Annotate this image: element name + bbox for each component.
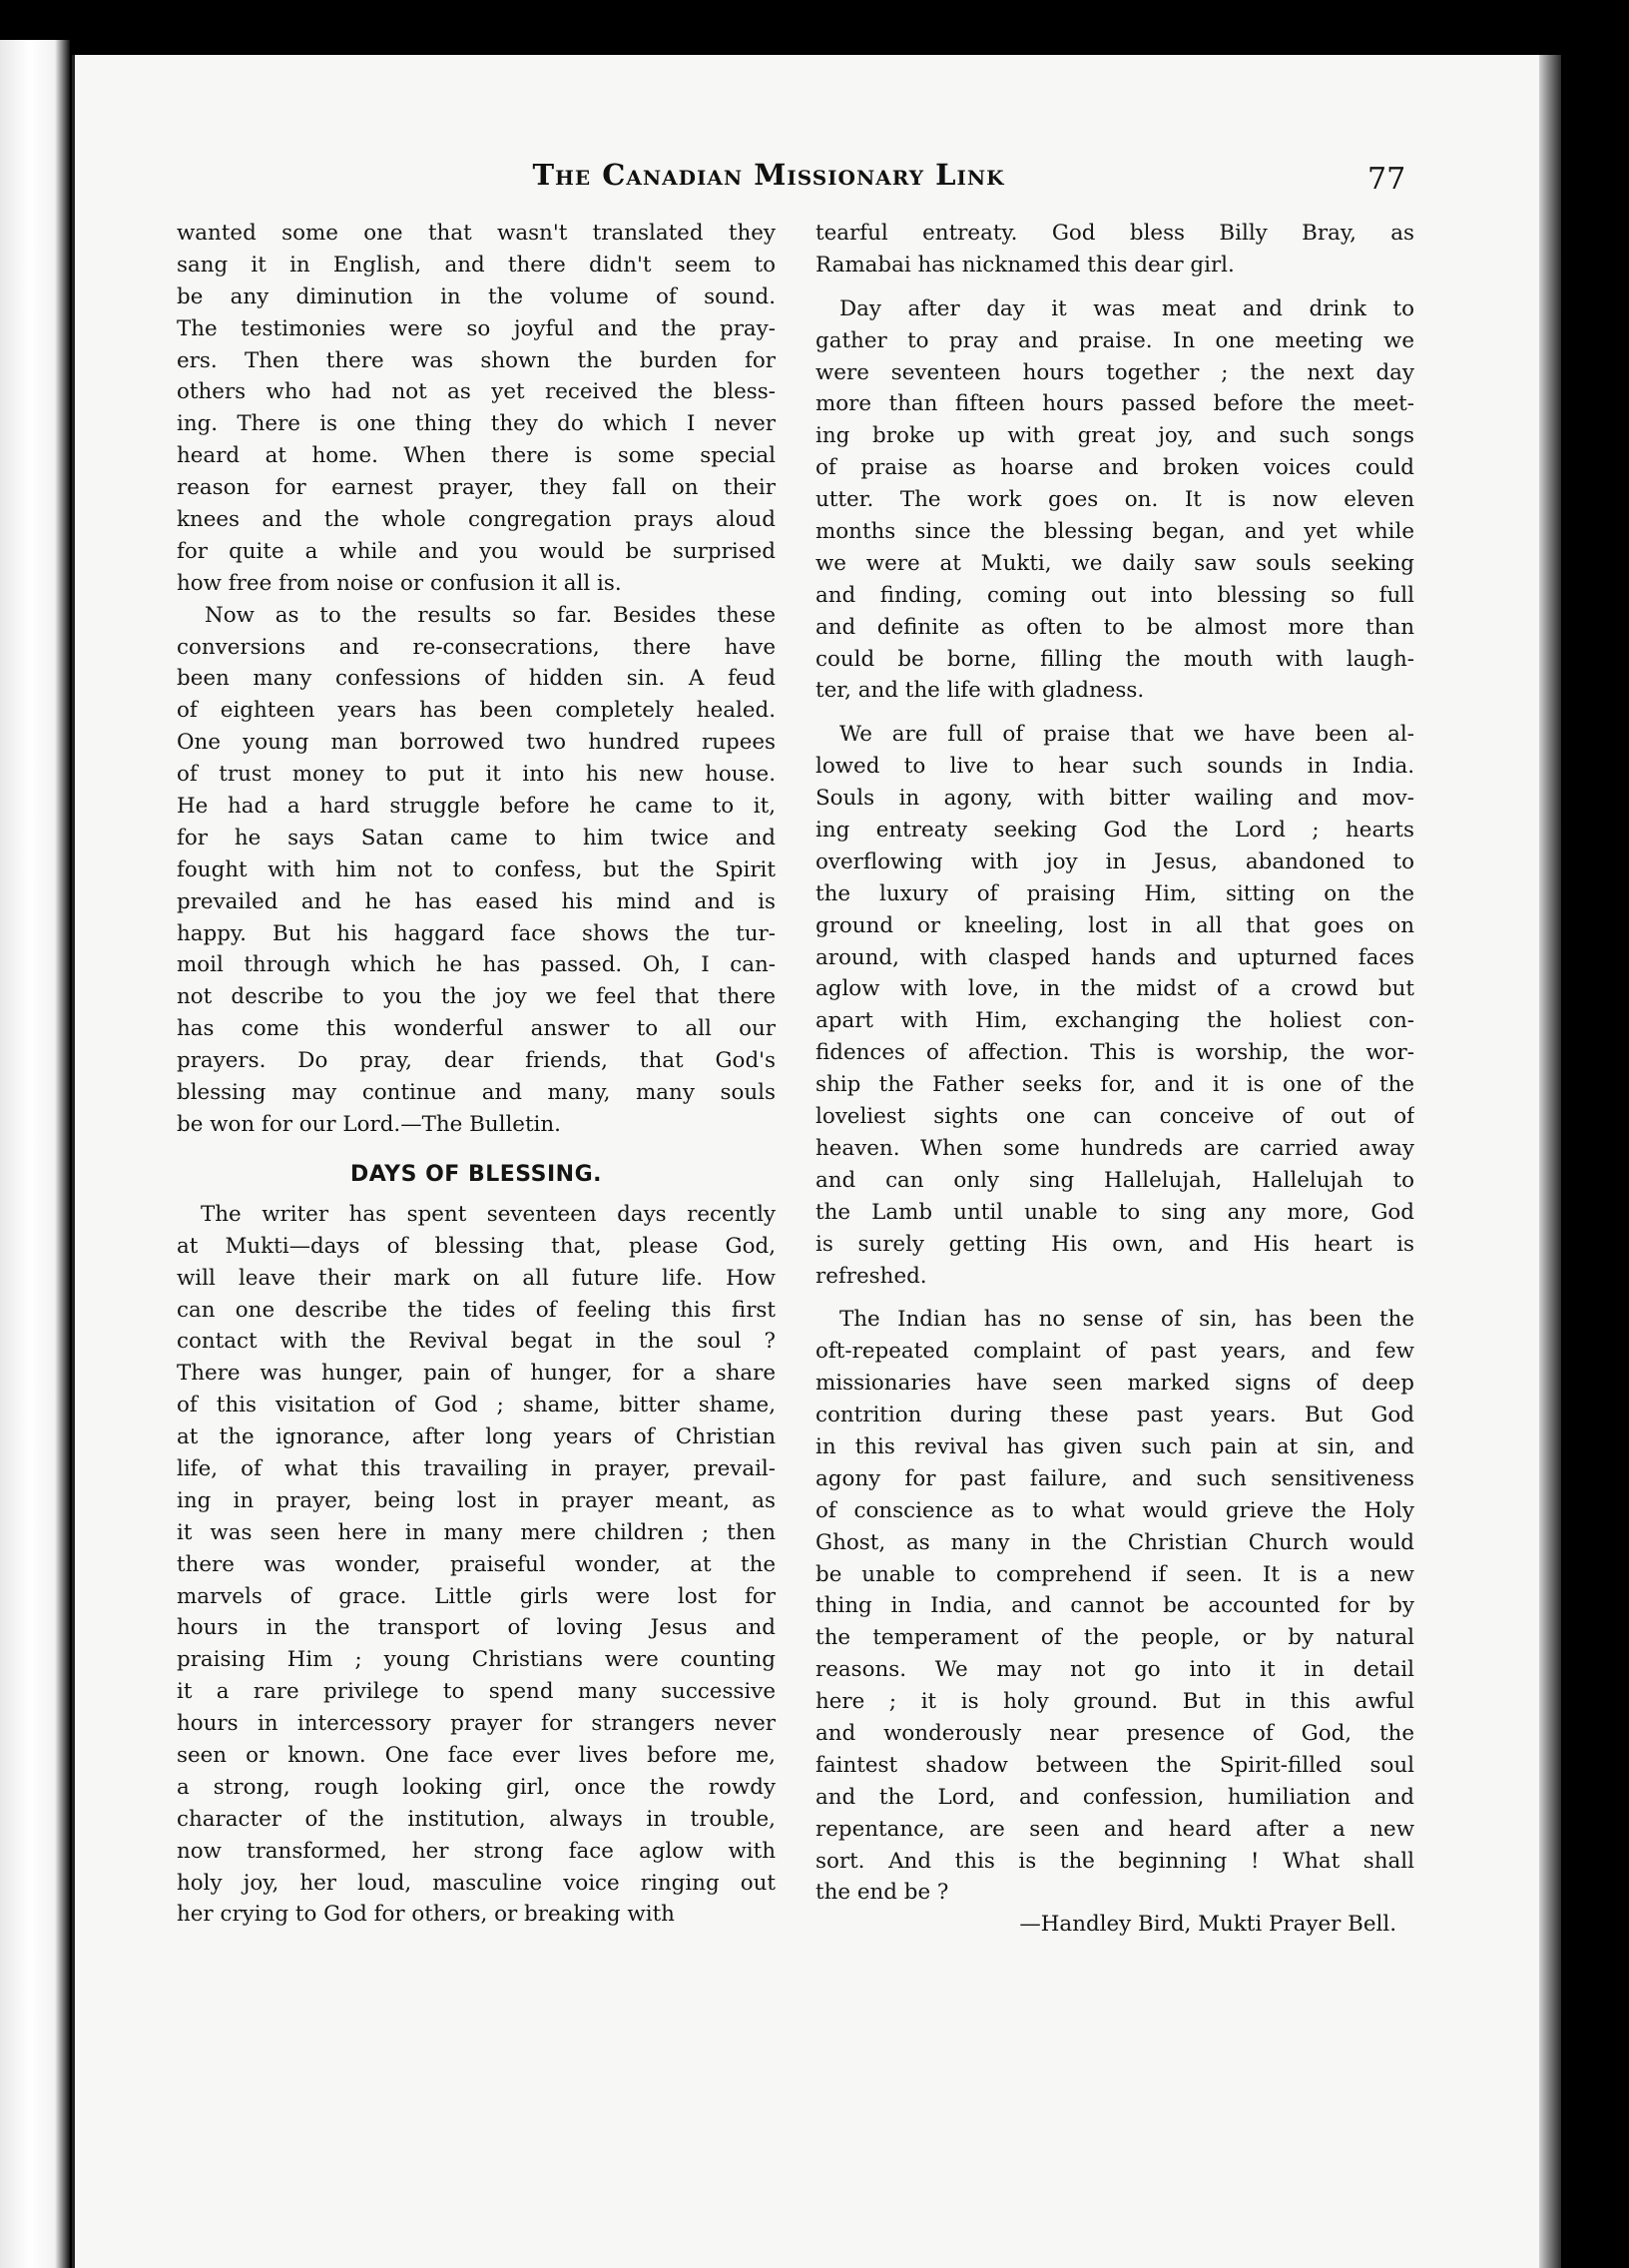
text-line: been many confessions of hidden sin. A feud [177, 666, 776, 692]
text-line: the end be ? [815, 1880, 949, 1906]
text-line: around, with clasped hands and upturned faces [815, 944, 1414, 970]
text-line: be any diminution in the volume of sound. [177, 284, 776, 309]
text-line: it was seen here in many mere children ; then [177, 1519, 776, 1545]
text-line: now transformed, her strong face aglow with [177, 1838, 776, 1864]
text-line: prayers. Do pray, dear friends, that God's [177, 1048, 776, 1074]
continuation-paragraph [177, 218, 776, 600]
text-line: could be borne, filling the mouth with laugh- [815, 646, 1414, 672]
text-line: of this visitation of God ; shame, bitter shame, [177, 1393, 776, 1418]
text-line: ing entreaty seeking God the Lord ; hearts [815, 818, 1414, 844]
text-line: One young man borrowed two hundred rupees [177, 730, 776, 756]
text-line: a strong, rough looking girl, once the rowdy [177, 1774, 776, 1800]
text-line: the temperament of the people, or by natural [815, 1625, 1414, 1651]
text-line: Ramabai has nicknamed this dear girl. [815, 252, 1235, 278]
text-line: in this revival has given such pain at sin, and [815, 1433, 1414, 1459]
text-line: conversions and re-consecrations, there have [177, 634, 776, 660]
text-line: will leave their mark on all future life. How [177, 1265, 776, 1291]
paragraph-no-sense-of-sin [815, 1304, 1414, 1909]
text-line: and definite as often to be almost more than [815, 614, 1414, 640]
book-edge-right [1539, 55, 1561, 2268]
text-line: aglow with love, in the midst of a crowd but [815, 976, 1414, 1002]
text-line: how free from noise or confusion it all is. [177, 570, 622, 596]
text-line: faintest shadow between the Spirit-filled soul [815, 1752, 1414, 1778]
text-line: the Lamb until unable to sing any more, God [815, 1199, 1414, 1225]
text-line: overflowing with joy in Jesus, abandoned to [815, 849, 1414, 874]
text-line: prevailed and he has eased his mind and is [177, 888, 776, 914]
text-line: character of the institution, always in trouble, [177, 1806, 776, 1832]
text-line: ing broke up with great joy, and such songs [815, 423, 1414, 449]
text-line: happy. But his haggard face shows the tur- [177, 920, 776, 946]
results-paragraph [177, 600, 776, 1141]
text-line: apart with Him, exchanging the holiest con- [815, 1008, 1414, 1034]
text-line: her crying to God for others, or breaking with [177, 1902, 675, 1928]
text-line: Day after day it was meat and drink to [839, 295, 1414, 321]
text-line: tearful entreaty. God bless Billy Bray, as [815, 221, 1414, 246]
text-line: is surely getting His own, and His heart is [815, 1231, 1414, 1257]
text-line: moil through which he has passed. Oh, I can- [177, 952, 776, 978]
text-line: fought with him not to confess, but the Spirit [177, 856, 776, 882]
text-line: has come this wonderful answer to all our [177, 1016, 776, 1042]
text-line: of praise as hoarse and broken voices could [815, 455, 1414, 481]
text-line: ing in prayer, being lost in prayer meant, as [177, 1487, 776, 1513]
text-line: gather to pray and praise. In one meeting we [815, 327, 1414, 353]
text-line: months since the blessing began, and yet while [815, 519, 1414, 545]
article-paragraph [177, 1199, 776, 1931]
text-line: at the ignorance, after long years of Christian [177, 1424, 776, 1450]
text-line: blessing may continue and many, many souls [177, 1080, 776, 1106]
text-line: The Indian has no sense of sin, has been the [839, 1307, 1414, 1333]
text-line: utter. The work goes on. It is now eleven [815, 487, 1414, 513]
text-line: of eighteen years has been completely healed. [177, 698, 776, 724]
text-line: reasons. We may not go into it in detail [815, 1657, 1414, 1683]
article-heading: DAYS OF BLESSING. [349, 1161, 603, 1187]
text-line: and can only sing Hallelujah, Hallelujah to [815, 1167, 1414, 1193]
text-line: lowed to live to hear such sounds in India. [815, 754, 1414, 780]
text-line: The writer has spent seventeen days recently [201, 1201, 776, 1227]
text-line: for he says Satan came to him twice and [177, 825, 776, 850]
text-line: repentance, are seen and heard after a new [815, 1816, 1414, 1842]
text-line: Souls in agony, with bitter wailing and mov- [815, 786, 1414, 812]
text-line: knees and the whole congregation prays aloud [177, 507, 776, 533]
right-column [815, 218, 1414, 1941]
running-head: The Canadian Missionary Link [532, 158, 1005, 192]
text-line: hours in the transport of loving Jesus and [177, 1615, 776, 1641]
text-line: sang it in English, and there didn't seem to [177, 252, 776, 278]
text-line: seen or known. One face ever lives before me, [177, 1742, 776, 1768]
text-line: fidences of affection. This is worship, the wor- [815, 1040, 1414, 1066]
paragraph-tearful-entreaty [815, 218, 1414, 282]
book-gutter-left [0, 40, 70, 2268]
signature: —Handley Bird, Mukti Prayer Bell. [1019, 1912, 1396, 1938]
text-line: contact with the Revival begat in the soul ? [177, 1329, 776, 1355]
text-line: ers. Then there was shown the burden for [177, 347, 776, 373]
text-line: there was wonder, praiseful wonder, at the [177, 1551, 776, 1577]
paragraph-full-of-praise [815, 719, 1414, 1292]
text-line: ground or kneeling, lost in all that goes on [815, 912, 1414, 938]
text-line: not describe to you the joy we feel that there [177, 984, 776, 1010]
text-line: ing. There is one thing they do which I never [177, 411, 776, 437]
text-line: thing in India, and cannot be accounted for by [815, 1593, 1414, 1619]
text-line: reason for earnest prayer, they fall on their [177, 475, 776, 501]
text-line: refreshed. [815, 1263, 927, 1289]
text-line: and finding, coming out into blessing so full [815, 582, 1414, 608]
text-line: heard at home. When there is some special [177, 443, 776, 469]
text-line: ship the Father seeks for, and it is one of the [815, 1072, 1414, 1098]
text-line: We are full of praise that we have been al- [839, 722, 1414, 748]
text-line: heaven. When some hundreds are carried away [815, 1135, 1414, 1161]
text-line: more than fifteen hours passed before the meet- [815, 391, 1414, 417]
text-line: loveliest sights one can conceive of out of [815, 1104, 1414, 1130]
page-number: 77 [1367, 162, 1406, 197]
text-line: the luxury of praising Him, sitting on the [815, 880, 1414, 906]
text-line: be won for our Lord.—The Bulletin. [177, 1111, 561, 1137]
left-column [177, 218, 776, 1931]
text-line: for quite a while and you would be surprised [177, 538, 776, 564]
text-line: hours in intercessory prayer for strangers never [177, 1711, 776, 1737]
text-line: ter, and the life with gladness. [815, 678, 1145, 704]
text-line: He had a hard struggle before he came to it, [177, 794, 776, 820]
text-line: The testimonies were so joyful and the pray- [177, 315, 776, 341]
text-line: at Mukti—days of blessing that, please God, [177, 1233, 776, 1259]
text-line: Now as to the results so far. Besides these [205, 602, 776, 628]
text-line: it a rare privilege to spend many successive [177, 1679, 776, 1705]
text-line: be unable to comprehend if seen. It is a new [815, 1561, 1414, 1587]
paragraph-day-after-day [815, 293, 1414, 708]
text-line: oft-repeated complaint of past years, and few [815, 1339, 1414, 1365]
text-line: missionaries have seen marked signs of deep [815, 1371, 1414, 1397]
text-line: marvels of grace. Little girls were lost for [177, 1583, 776, 1609]
text-line: Ghost, as many in the Christian Church would [815, 1529, 1414, 1555]
text-line: others who had not as yet received the bless- [177, 379, 776, 405]
text-line: and wonderously near presence of God, the [815, 1720, 1414, 1746]
text-line: holy joy, her loud, masculine voice ringing out [177, 1870, 776, 1896]
text-line: were seventeen hours together ; the next day [815, 359, 1414, 385]
text-line: agony for past failure, and such sensitiveness [815, 1465, 1414, 1491]
text-line: of conscience as to what would grieve the Holy [815, 1497, 1414, 1523]
text-line: sort. And this is the beginning ! What shall [815, 1848, 1414, 1874]
text-line: contrition during these past years. But God [815, 1403, 1414, 1428]
text-line: praising Him ; young Christians were counting [177, 1647, 776, 1673]
text-line: There was hunger, pain of hunger, for a share [177, 1361, 776, 1387]
text-line: life, of what this travailing in prayer, prevail- [177, 1455, 776, 1481]
text-line: can one describe the tides of feeling this first [177, 1297, 776, 1323]
text-line: we were at Mukti, we daily saw souls seeking [815, 550, 1414, 576]
text-line: here ; it is holy ground. But in this awful [815, 1689, 1414, 1715]
text-line: and the Lord, and confession, humiliation and [815, 1784, 1414, 1810]
text-line: wanted some one that wasn't translated they [177, 221, 776, 246]
text-line: of trust money to put it into his new house. [177, 762, 776, 788]
